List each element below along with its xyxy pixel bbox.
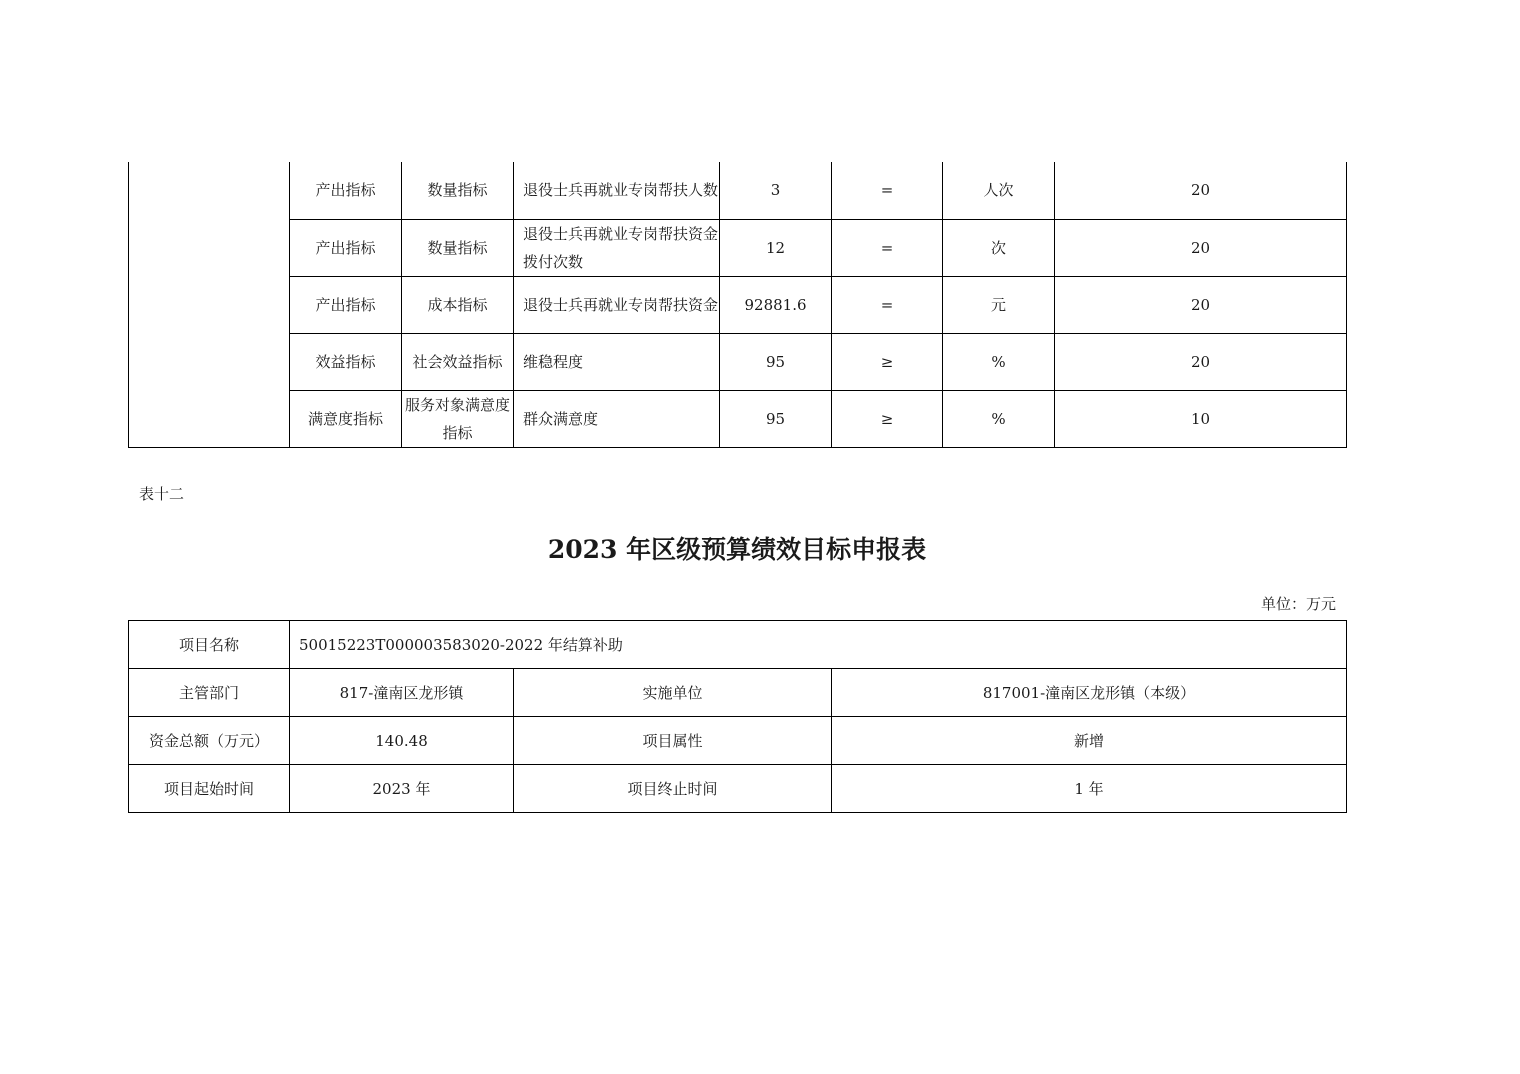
indicator-weight-cell: 20 bbox=[1055, 333, 1347, 390]
indicator-table bbox=[128, 162, 1347, 448]
start-time-value: 2023 年 bbox=[290, 765, 514, 813]
indicator-name-cell: 退役士兵再就业专岗帮扶人数 bbox=[514, 162, 720, 219]
indicator-weight-cell: 20 bbox=[1055, 219, 1347, 276]
project-name-value: 50015223T000003583020-2022 年结算补助 bbox=[290, 621, 1347, 669]
indicator-weight-cell: 20 bbox=[1055, 162, 1347, 219]
level1-indicator-cell: 产出指标 bbox=[290, 162, 402, 219]
level2-indicator-cell: 成本指标 bbox=[402, 276, 514, 333]
level2-indicator-cell: 数量指标 bbox=[402, 162, 514, 219]
indicator-value-cell: 92881.6 bbox=[720, 276, 832, 333]
indicator-unit-cell: 次 bbox=[943, 219, 1055, 276]
table-row bbox=[129, 390, 1347, 447]
table-row bbox=[129, 162, 1347, 219]
indicator-operator-cell: ≥ bbox=[832, 390, 943, 447]
indicator-name-cell: 退役士兵再就业专岗帮扶资金拨付次数 bbox=[514, 219, 720, 276]
level1-indicator-cell: 满意度指标 bbox=[290, 390, 402, 447]
indicator-operator-cell: = bbox=[832, 276, 943, 333]
table-number-label: 表十二 bbox=[139, 485, 185, 503]
department-label: 主管部门 bbox=[129, 669, 290, 717]
level1-indicator-cell: 效益指标 bbox=[290, 333, 402, 390]
start-time-label: 项目起始时间 bbox=[129, 765, 290, 813]
indicator-unit-cell: 元 bbox=[943, 276, 1055, 333]
table-row bbox=[129, 333, 1347, 390]
department-value: 817-潼南区龙形镇 bbox=[290, 669, 514, 717]
implementing-unit-label: 实施单位 bbox=[514, 669, 832, 717]
implementing-unit-value: 817001-潼南区龙形镇（本级） bbox=[832, 669, 1347, 717]
indicator-operator-cell: = bbox=[832, 219, 943, 276]
total-fund-label: 资金总额（万元） bbox=[129, 717, 290, 765]
indicator-name-cell: 退役士兵再就业专岗帮扶资金 bbox=[514, 276, 720, 333]
project-attribute-label: 项目属性 bbox=[514, 717, 832, 765]
indicator-name-cell: 群众满意度 bbox=[514, 390, 720, 447]
page-title: 2023 年区级预算绩效目标申报表 bbox=[547, 535, 927, 564]
indicator-value-cell: 3 bbox=[720, 162, 832, 219]
end-time-value: 1 年 bbox=[832, 765, 1347, 813]
level1-indicator-cell: 产出指标 bbox=[290, 276, 402, 333]
indicator-unit-cell: % bbox=[943, 333, 1055, 390]
total-fund-value: 140.48 bbox=[290, 717, 514, 765]
indicator-weight-cell: 20 bbox=[1055, 276, 1347, 333]
indicator-operator-cell: ≥ bbox=[832, 333, 943, 390]
unit-note: 单位：万元 bbox=[1260, 595, 1336, 613]
indicator-operator-cell: = bbox=[832, 162, 943, 219]
indicator-value-cell: 12 bbox=[720, 219, 832, 276]
table-row bbox=[129, 765, 1347, 813]
indicator-unit-cell: % bbox=[943, 390, 1055, 447]
project-info-table bbox=[128, 620, 1347, 813]
level2-indicator-cell: 服务对象满意度指标 bbox=[402, 390, 514, 447]
project-attribute-value: 新增 bbox=[832, 717, 1347, 765]
project-name-label: 项目名称 bbox=[129, 621, 290, 669]
level2-indicator-cell: 数量指标 bbox=[402, 219, 514, 276]
indicator-value-cell: 95 bbox=[720, 390, 832, 447]
indicator-weight-cell: 10 bbox=[1055, 390, 1347, 447]
table-row bbox=[129, 717, 1347, 765]
table-row bbox=[129, 219, 1347, 276]
indicator-unit-cell: 人次 bbox=[943, 162, 1055, 219]
merged-blank-cell bbox=[129, 162, 290, 447]
table-row bbox=[129, 621, 1347, 669]
level1-indicator-cell: 产出指标 bbox=[290, 219, 402, 276]
level2-indicator-cell: 社会效益指标 bbox=[402, 333, 514, 390]
indicator-value-cell: 95 bbox=[720, 333, 832, 390]
indicator-name-cell: 维稳程度 bbox=[514, 333, 720, 390]
end-time-label: 项目终止时间 bbox=[514, 765, 832, 813]
table-row bbox=[129, 276, 1347, 333]
table-row bbox=[129, 669, 1347, 717]
